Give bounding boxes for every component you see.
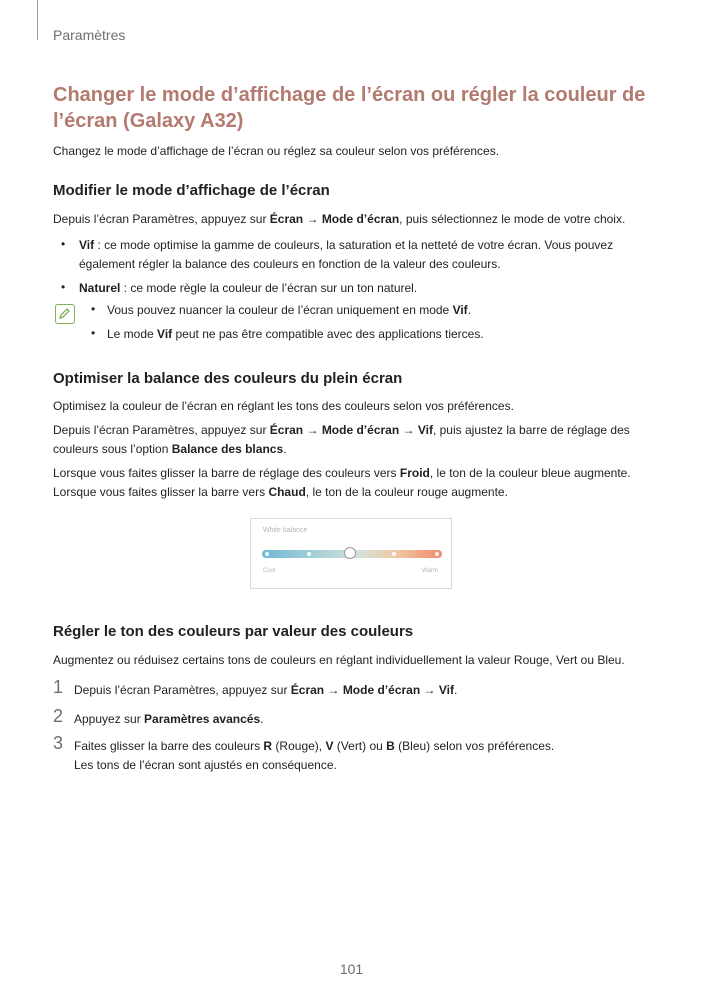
- slider-tick: [307, 552, 311, 556]
- bullet-naturel: Naturel : ce mode règle la couleur de l’écran sur un ton naturel.: [79, 281, 418, 295]
- note-icon: [55, 304, 75, 324]
- step-number: 1: [53, 677, 64, 697]
- running-header: Paramètres: [53, 27, 126, 43]
- header-rule: [37, 0, 38, 40]
- white-balance-label: White balance: [263, 527, 308, 534]
- section3-paragraph: Augmentez ou réduisez certains tons de couleurs en réglant individuellement la valeur Rouge, Vert ou Bleu.: [53, 653, 625, 667]
- slider-tick: [435, 552, 439, 556]
- section3-heading: Régler le ton des couleurs par valeur des couleurs: [53, 623, 414, 640]
- section2-paragraph-2: Depuis l’écran Paramètres, appuyez sur Écran → Mode d’écran → Vif, puis ajustez la barre de réglage des couleurs sous l’option Balance des blancs.: [53, 423, 630, 456]
- section1-heading: Modifier le mode d’affichage de l’écran: [53, 182, 330, 199]
- bullet-dot: •: [61, 237, 66, 251]
- step-2: Appuyez sur Paramètres avancés.: [74, 712, 264, 726]
- slider-tick: [392, 552, 396, 556]
- step-1: Depuis l’écran Paramètres, appuyez sur Écran → Mode d’écran → Vif.: [74, 683, 458, 697]
- intro-paragraph: Changez le mode d’affichage de l’écran ou réglez sa couleur selon vos préférences.: [53, 144, 500, 158]
- bullet-vif: Vif : ce mode optimise la gamme de couleurs, la saturation et la netteté de votre écran. Vous pouvez également régler la balance des couleurs en fonction de la valeur des couleurs.: [79, 238, 614, 271]
- step-3: Faites glisser la barre des couleurs R (Rouge), V (Vert) ou B (Bleu) selon vos préférences. Les tons de l’écran sont ajustés en conséquence.: [74, 739, 555, 772]
- bullet-dot: •: [61, 280, 66, 294]
- slider-tick: [265, 552, 269, 556]
- section2-heading: Optimiser la balance des couleurs du plein écran: [53, 370, 403, 387]
- note-bullet-dot: •: [91, 302, 96, 316]
- section2-paragraph-1: Optimisez la couleur de l’écran en réglant les tons des couleurs selon vos préférences.: [53, 399, 514, 413]
- step-number: 2: [53, 706, 64, 726]
- white-balance-slider-thumb[interactable]: [344, 547, 356, 559]
- step-number: 3: [53, 733, 64, 753]
- note-2: Le mode Vif peut ne pas être compatible avec des applications tierces.: [107, 327, 484, 341]
- section2-paragraph-3: Lorsque vous faites glisser la barre de réglage des couleurs vers Froid, le ton de la couleur bleue augmente. Lorsque vous faites glisser la barre vers Chaud, le ton de la couleur rouge augmente.: [53, 466, 631, 499]
- note-1: Vous pouvez nuancer la couleur de l’écran uniquement en mode Vif.: [107, 303, 472, 317]
- slider-max-label: Warm: [422, 568, 438, 574]
- page-title: Changer le mode d’affichage de l’écran ou régler la couleur de l’écran (Galaxy A32): [53, 84, 646, 132]
- section1-paragraph: Depuis l’écran Paramètres, appuyez sur Écran → Mode d’écran, puis sélectionnez le mode de votre choix.: [53, 212, 626, 226]
- slider-min-label: Cool: [263, 568, 276, 574]
- note-bullet-dot: •: [91, 326, 96, 340]
- page-number: 101: [339, 961, 364, 977]
